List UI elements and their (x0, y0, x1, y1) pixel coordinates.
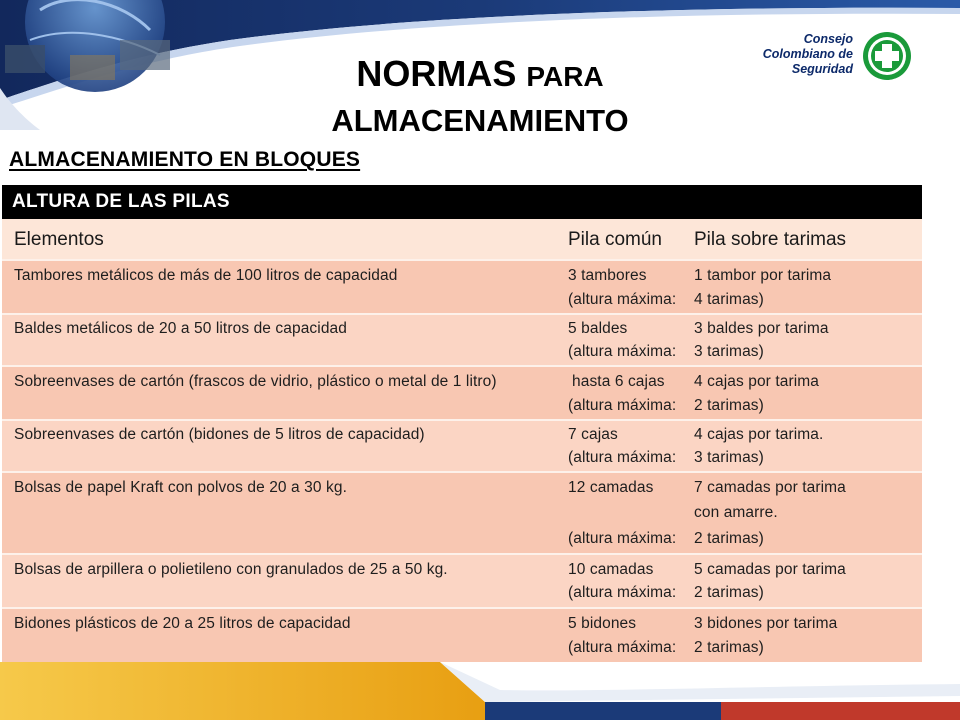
section-heading: ALMACENAMIENTO EN BLOQUES (9, 148, 361, 171)
row-tarimas-2: 3 tarimas) (694, 449, 764, 466)
row-comun-2: (altura máxima: (568, 449, 677, 466)
title-line-2: ALMACENAMIENTO (331, 103, 629, 138)
row-comun-1: 10 camadas (568, 561, 654, 578)
row-tarimas-1: 1 tambor por tarima (694, 267, 832, 284)
row-tarimas-2: 2 tarimas) (694, 397, 764, 414)
row-comun-1: 3 tambores (568, 267, 647, 284)
row-comun-2: (altura máxima: (568, 639, 677, 656)
green-cross-icon (861, 30, 913, 82)
title-word-normas: NORMAS (356, 53, 517, 94)
table-row (2, 365, 922, 419)
row-comun-1: 7 cajas (568, 426, 618, 443)
page-title (240, 52, 720, 141)
row-tarimas-1: 4 cajas por tarima. (694, 426, 824, 443)
row-tarimas-1: 7 camadas por tarima (694, 479, 846, 496)
row-comun-2: (altura máxima: (568, 584, 677, 601)
table-row (2, 419, 922, 471)
title-word-para: PARA (526, 61, 604, 92)
row-comun-2: (altura máxima: (568, 397, 677, 414)
row-element: Sobreenvases de cartón (bidones de 5 litros de capacidad) (14, 426, 425, 443)
row-tarimas-2: 2 tarimas) (694, 639, 764, 656)
row-element: Sobreenvases de cartón (frascos de vidrio, plástico o metal de 1 litro) (14, 373, 497, 390)
title-line-1 (240, 52, 720, 99)
row-tarimas-2: 3 tarimas) (694, 343, 764, 360)
table-row (2, 607, 922, 662)
row-tarimas-1: 3 bidones por tarima (694, 615, 838, 632)
table-title-bar: ALTURA DE LAS PILAS (2, 185, 922, 219)
row-tarimas-2: 4 tarimas) (694, 291, 764, 308)
header-pila-tarimas: Pila sobre tarimas (694, 229, 847, 250)
row-comun-1: 5 bidones (568, 615, 637, 632)
header-elementos: Elementos (14, 229, 104, 250)
row-comun-1: hasta 6 cajas (572, 373, 665, 390)
bottom-strip (0, 662, 960, 720)
table-header-row (2, 219, 922, 259)
row-comun-2: (altura máxima: (568, 291, 677, 308)
row-tarimas-3: 2 tarimas) (694, 530, 764, 547)
row-comun-1: 12 camadas (568, 479, 654, 496)
row-tarimas-1: 5 camadas por tarima (694, 561, 846, 578)
row-element: Tambores metálicos de más de 100 litros de capacidad (14, 267, 398, 284)
row-element: Bolsas de arpillera o polietileno con granulados de 25 a 50 kg. (14, 561, 448, 578)
table-row (2, 471, 922, 553)
row-element: Bolsas de papel Kraft con polvos de 20 a 30 kg. (14, 479, 347, 496)
logo-text (763, 32, 853, 77)
row-tarimas-2: 2 tarimas) (694, 584, 764, 601)
row-comun-2: (altura máxima: (568, 530, 677, 547)
row-element: Baldes metálicos de 20 a 50 litros de capacidad (14, 320, 347, 337)
logo-line-3: Seguridad (791, 62, 853, 76)
header-pila-comun: Pila común (568, 229, 662, 250)
row-tarimas-1: 4 cajas por tarima (694, 373, 819, 390)
bottom-flag-graphic (0, 662, 960, 720)
row-tarimas-2: con amarre. (694, 504, 778, 521)
logo-line-1: Consejo (803, 32, 853, 46)
row-element: Bidones plásticos de 20 a 25 litros de capacidad (14, 615, 351, 632)
logo-line-2: Colombiano de (762, 47, 853, 61)
row-tarimas-1: 3 baldes por tarima (694, 320, 829, 337)
table-row (2, 313, 922, 365)
row-comun-2: (altura máxima: (568, 343, 677, 360)
table-row (2, 259, 922, 313)
table-row (2, 553, 922, 607)
pile-height-table (2, 185, 922, 662)
ccs-logo (735, 30, 915, 86)
row-comun-1: 5 baldes (568, 320, 628, 337)
